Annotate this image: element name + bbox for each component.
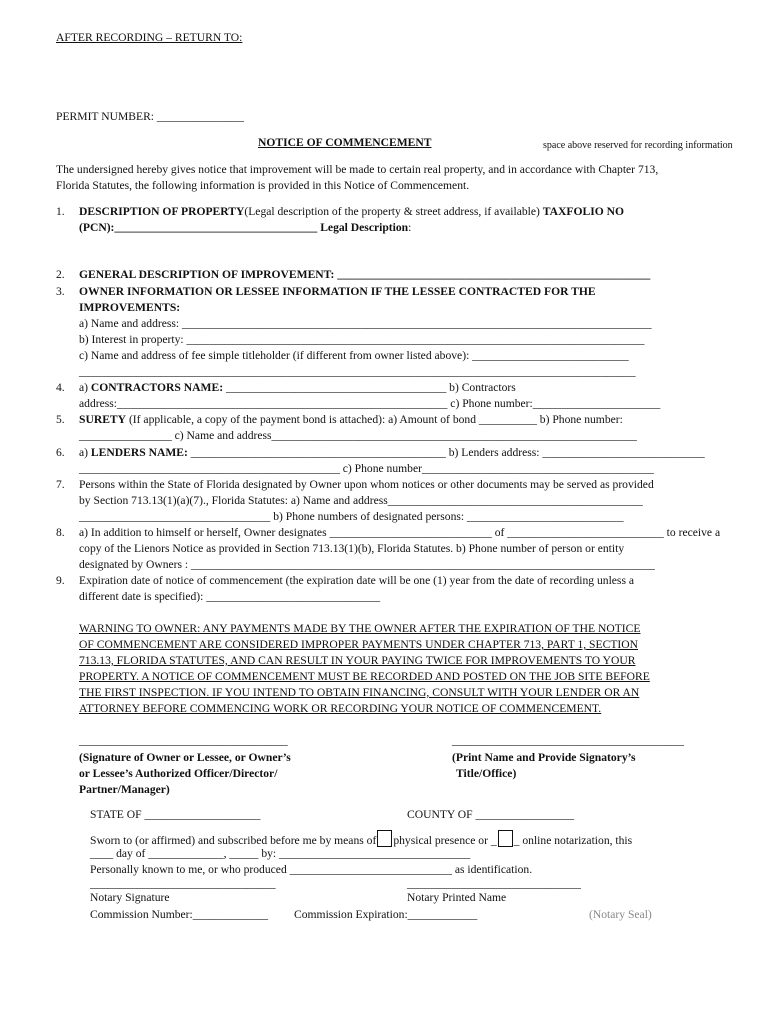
- commission-number-field[interactable]: Commission Number:_____________: [90, 908, 269, 921]
- property-description-note: (Legal description of the property & street address, if available): [244, 205, 540, 218]
- lienors-notice-line-2: copy of the Lienors Notice as provided in Section 713.13(1)(b), Florida Statutes. b) Phone number of person or entity: [79, 542, 625, 555]
- owner-signature-caption-2: or Lessee’s Authorized Officer/Director/: [79, 767, 278, 780]
- notary-printed-name-line[interactable]: ______________________________: [407, 877, 581, 890]
- owner-info-heading-2: IMPROVEMENTS:: [79, 301, 181, 314]
- notary-signature-line[interactable]: ________________________________: [90, 877, 276, 890]
- online-notarization-label: _ online notarization, this: [513, 834, 633, 847]
- pcn-legal-field[interactable]: (PCN):___________________________________ Legal Description: [79, 221, 409, 234]
- designee-phone-field[interactable]: designated by Owners : ________________________________________________________________________________: [79, 558, 655, 571]
- titleholder-field-continued[interactable]: ________________________________________________________________________________________________: [79, 365, 636, 378]
- lender-name-heading: LENDERS NAME:: [90, 446, 188, 459]
- physical-presence-label: physical presence or _: [393, 834, 497, 847]
- identification-field[interactable]: Personally known to me, or who produced ____________________________ as identification.: [90, 863, 533, 876]
- after-recording-label: AFTER RECORDING – RETURN TO:: [56, 31, 243, 44]
- owner-signature-caption-1: (Signature of Owner or Lessee, or Owner’s: [79, 751, 291, 764]
- reserved-note: space above reserved for recording information: [543, 140, 733, 151]
- commission-expiration-field[interactable]: Commission Expiration:____________: [294, 908, 478, 921]
- notary-printed-name-label: Notary Printed Name: [407, 891, 507, 904]
- item-2-number: 2.: [56, 268, 65, 281]
- item-6-number: 6.: [56, 446, 65, 459]
- property-description-heading: DESCRIPTION OF PROPERTY: [79, 205, 245, 218]
- contractor-name-field[interactable]: ______________________________________ b) Contractors: [223, 381, 516, 394]
- item-4-number: 4.: [56, 381, 65, 394]
- warning-line-4: PROPERTY. A NOTICE OF COMMENCEMENT MUST BE RECORDED AND POSTED ON THE JOB SITE BEFORE: [79, 670, 650, 683]
- document-title: NOTICE OF COMMENCEMENT: [258, 136, 432, 149]
- item-5-number: 5.: [56, 413, 65, 426]
- lender-phone-field[interactable]: _____________________________________________ c) Phone number________________________________________: [79, 462, 654, 475]
- contractor-line-1[interactable]: [79, 380, 516, 396]
- item-8-number: 8.: [56, 526, 65, 539]
- intro-line-2: Florida Statutes, the following information is provided in this Notice of Commencement.: [56, 179, 470, 192]
- titleholder-field[interactable]: c) Name and address of fee simple titleholder (if different from owner listed above): ___________________________: [79, 349, 629, 362]
- warning-line-5: THE FIRST INSPECTION. IF YOU INTEND TO OBTAIN FINANCING, CONSULT WITH YOUR LENDER OR AN: [79, 686, 640, 699]
- notary-day-field[interactable]: ____ day of _____________, _____ by: _________________________________: [90, 847, 471, 860]
- taxfolio-heading: TAXFOLIO NO: [542, 205, 625, 218]
- legal-colon: :: [408, 221, 412, 234]
- sworn-text: Sworn to (or affirmed) and subscribed before me by means of: [90, 834, 377, 847]
- interest-in-property-field[interactable]: b) Interest in property: _______________________________________________________________________________: [79, 333, 645, 346]
- physical-presence-checkbox[interactable]: [377, 830, 392, 847]
- item-9-number: 9.: [56, 574, 65, 587]
- surety-heading: SURETY: [79, 413, 127, 426]
- owner-name-address-field[interactable]: a) Name and address: _________________________________________________________________________________: [79, 317, 652, 330]
- item-1-number: 1.: [56, 205, 65, 218]
- item-1-line-2[interactable]: [79, 220, 411, 236]
- designated-persons-phone-field[interactable]: _________________________________ b) Phone numbers of designated persons: ___________________________: [79, 510, 624, 523]
- designated-persons-line-1: Persons within the State of Florida designated by Owner upon whom notices or other documents may be served as provided: [79, 478, 654, 491]
- warning-line-6: ATTORNEY BEFORE COMMENCING WORK OR RECORDING YOUR NOTICE OF COMMENCEMENT.: [79, 702, 602, 715]
- surety-line-1[interactable]: [79, 412, 623, 428]
- lender-name-field[interactable]: ____________________________________________ b) Lenders address: ____________________________: [187, 446, 705, 459]
- item-3-number: 3.: [56, 285, 65, 298]
- owner-info-heading: OWNER INFORMATION OR LESSEE INFORMATION IF THE LESSEE CONTRACTED FOR THE: [79, 285, 596, 298]
- surety-name-address-field[interactable]: ________________ c) Name and address_______________________________________________________________: [79, 429, 637, 442]
- lienors-designee-field[interactable]: a) In addition to himself or herself, Owner designates ____________________________ of ___________________________ to receive a: [79, 526, 721, 539]
- designated-persons-name-field[interactable]: by Section 713.13(1)(a)(7)., Florida Statutes: a) Name and address____________________________________________: [79, 494, 643, 507]
- improvement-description-field[interactable]: GENERAL DESCRIPTION OF IMPROVEMENT: ______________________________________________________: [79, 268, 651, 281]
- item-7-number: 7.: [56, 478, 65, 491]
- contractor-address-phone-field[interactable]: address:_________________________________________________________ c) Phone number:______________________: [79, 397, 661, 410]
- county-field[interactable]: COUNTY OF _________________: [407, 808, 575, 821]
- online-notarization-checkbox[interactable]: [498, 830, 513, 847]
- notary-signature-label: Notary Signature: [90, 891, 170, 904]
- lender-line-1[interactable]: [79, 445, 705, 461]
- warning-line-3: 713.13, FLORIDA STATUTES, AND CAN RESULT IN YOUR PAYING TWICE FOR IMPROVEMENTS TO YOUR: [79, 654, 636, 667]
- state-field[interactable]: STATE OF ____________________: [90, 808, 261, 821]
- item-1-line-1: [79, 204, 624, 220]
- surety-bond-field[interactable]: (If applicable, a copy of the payment bond is attached): a) Amount of bond __________ b) Phone number:: [126, 413, 623, 426]
- contractor-a-label: a): [79, 381, 91, 394]
- print-name-line[interactable]: ________________________________________: [452, 734, 684, 747]
- warning-line-2: OF COMMENCEMENT ARE CONSIDERED IMPROPER PAYMENTS UNDER CHAPTER 713, PART 1, SECTION: [79, 638, 639, 651]
- intro-line-1: The undersigned hereby gives notice that improvement will be made to certain real property, and in accordance with Chapter 713,: [56, 163, 659, 176]
- expiration-date-field[interactable]: different date is specified): ______________________________: [79, 590, 381, 603]
- owner-signature-line[interactable]: ____________________________________: [79, 734, 288, 747]
- owner-signature-caption-3: Partner/Manager): [79, 783, 170, 796]
- print-name-caption-1: (Print Name and Provide Signatory’s: [452, 751, 636, 764]
- warning-line-1: WARNING TO OWNER: ANY PAYMENTS MADE BY THE OWNER AFTER THE EXPIRATION OF THE NOTICE: [79, 622, 641, 635]
- permit-number-field[interactable]: PERMIT NUMBER: _______________: [56, 110, 244, 123]
- expiration-line-1: Expiration date of notice of commencement (the expiration date will be one (1) year from the date of recording unless a: [79, 574, 634, 587]
- print-name-caption-2: Title/Office): [456, 767, 517, 780]
- notary-seal-label: (Notary Seal): [589, 908, 652, 921]
- contractor-name-heading: CONTRACTORS NAME:: [90, 381, 224, 394]
- lender-a-label: a): [79, 446, 91, 459]
